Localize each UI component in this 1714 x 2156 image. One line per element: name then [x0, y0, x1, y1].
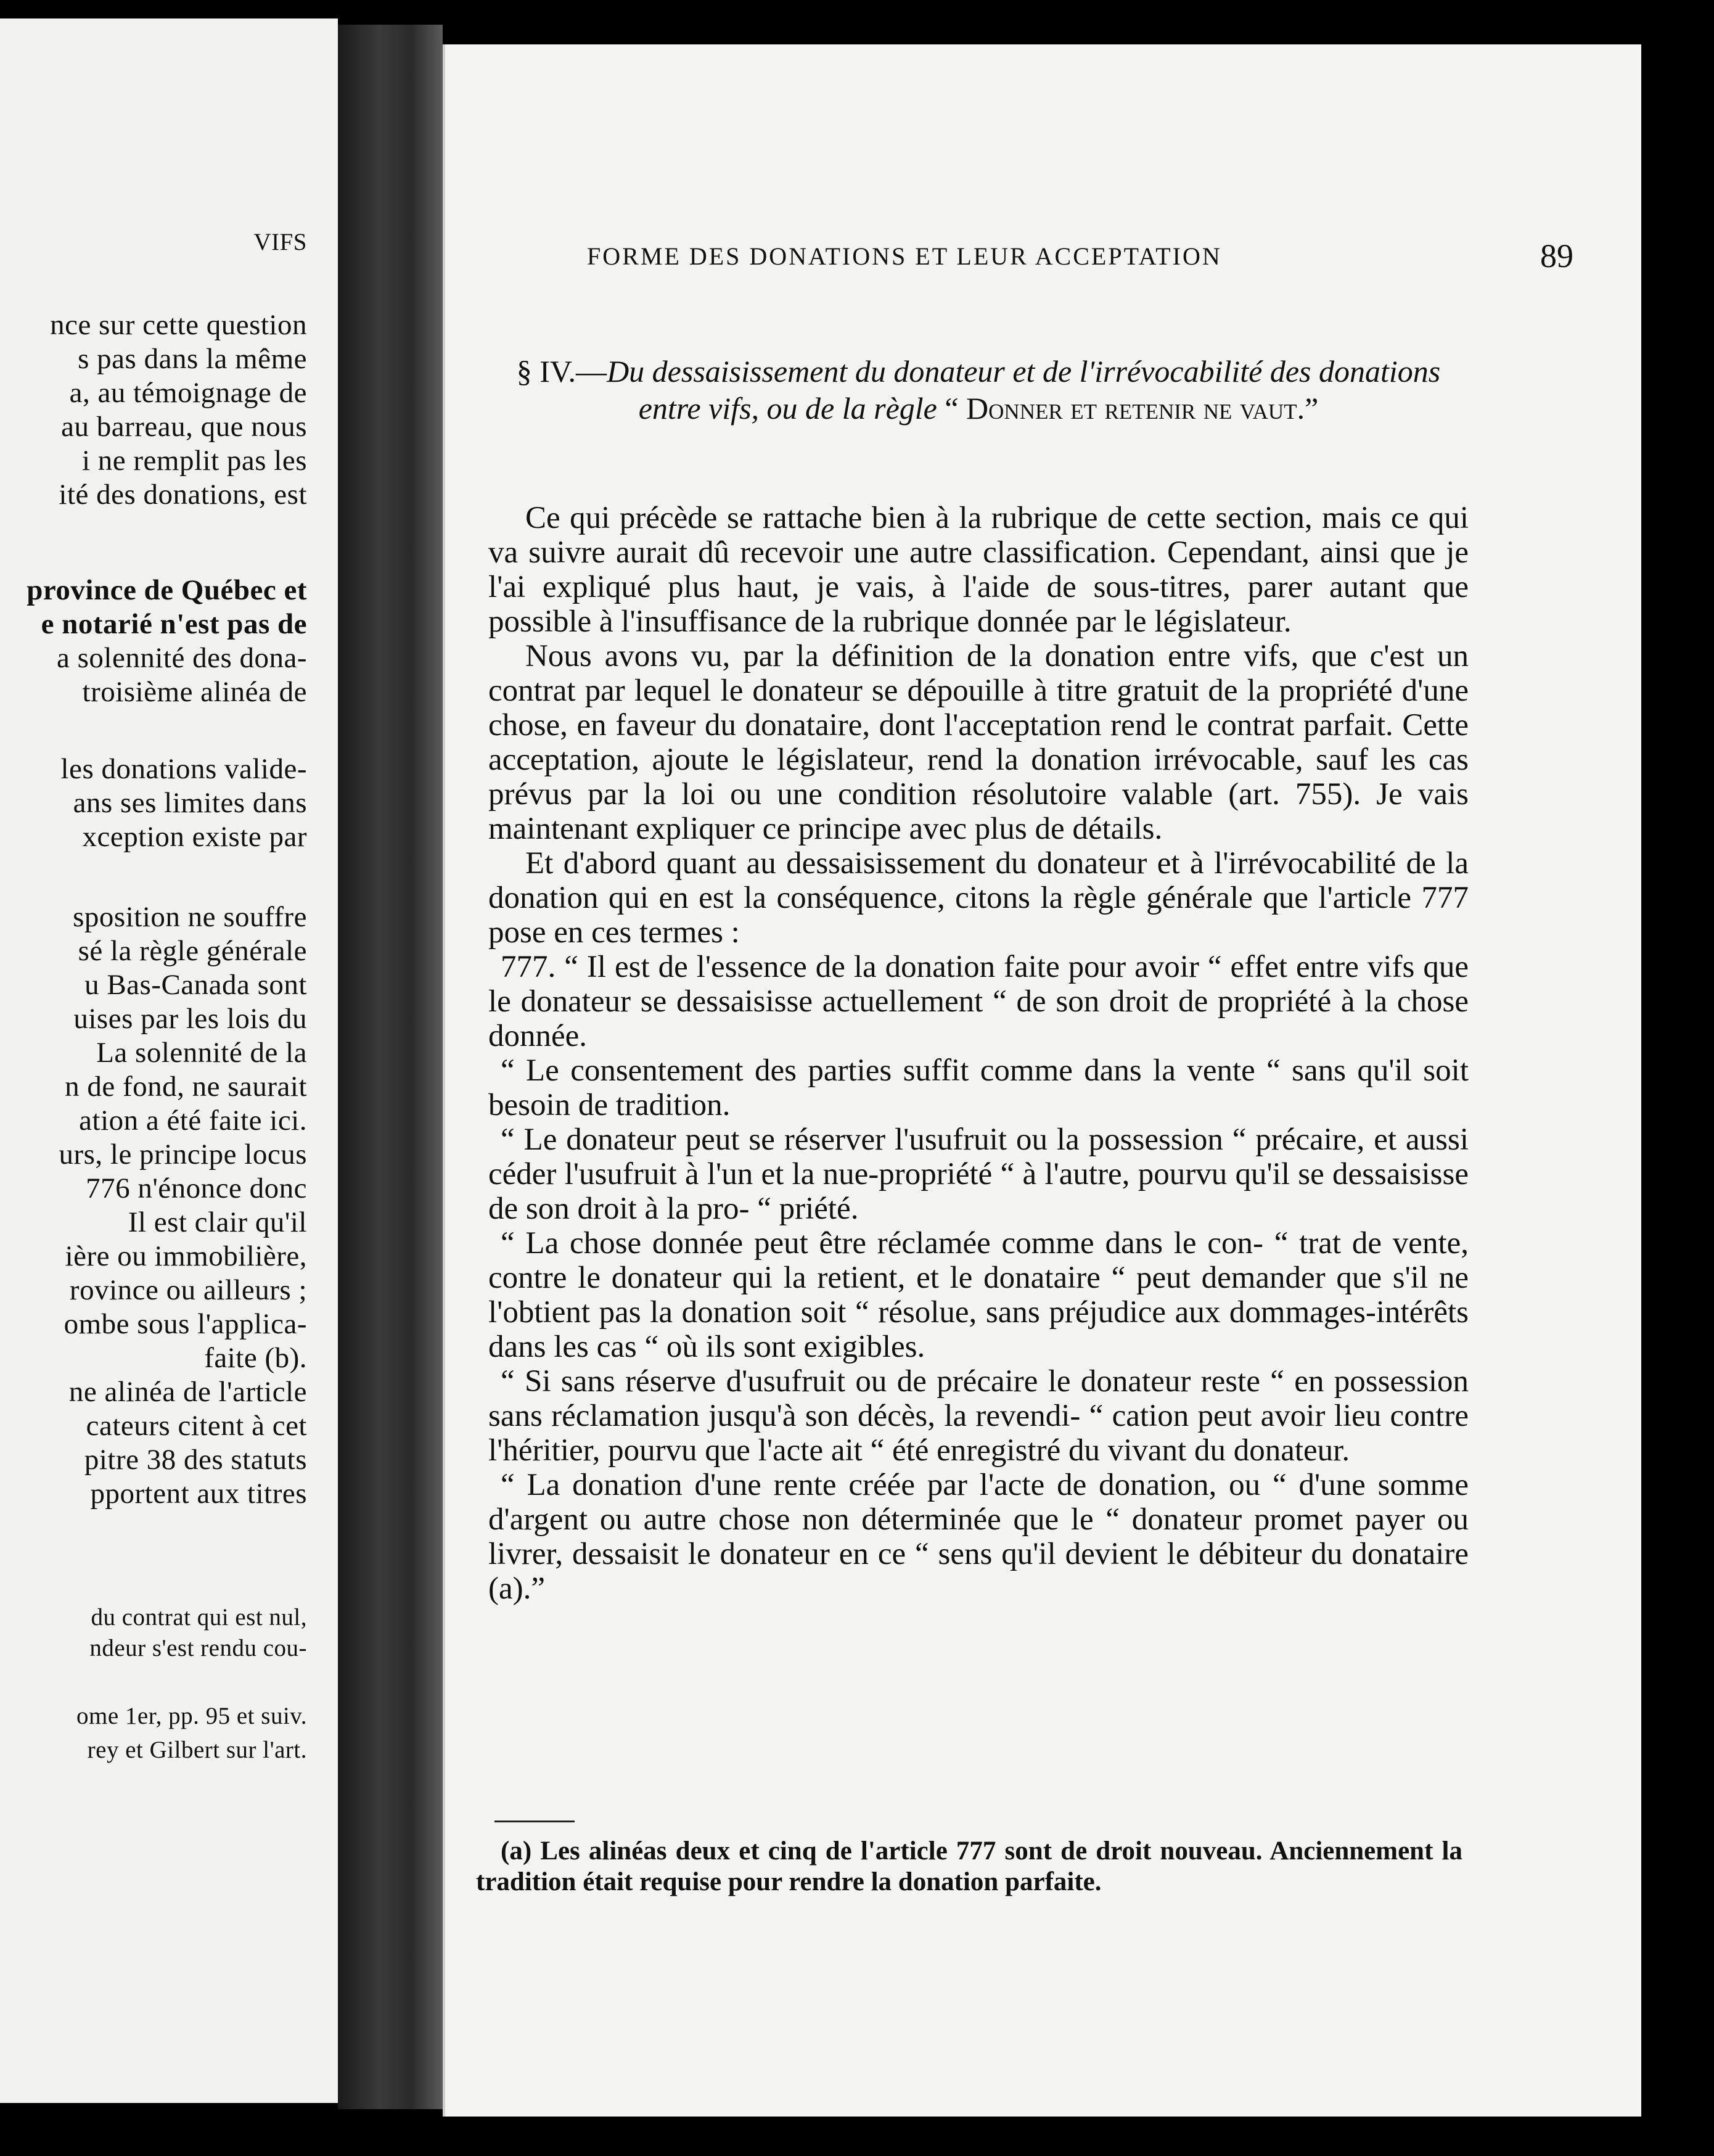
quoted-article: “ Si sans réserve d'usufruit ou de précaire le donateur reste “ en possession sans réclamation jusqu'à son décès, la revendi- “ cation peut avoir lieu contre l'héritier, pourvu que l'acte ait “ été enregistré du vivant du donateur. — [488, 1364, 1469, 1468]
quoted-article: 777. “ Il est de l'essence de la donation faite pour avoir “ effet entre vifs que le donateur se dessaisisse actuellement “ de son droit de propriété à la chose donnée. — [488, 950, 1469, 1053]
left-page-line: ndeur s'est rendu cou- — [89, 1635, 307, 1661]
left-page-line: 776 n'énonce donc — [86, 1172, 307, 1204]
left-page-line: sposition ne souffre — [73, 901, 307, 933]
footnote-rule — [494, 1821, 575, 1822]
section-title — [488, 353, 1469, 427]
left-page-line: rey et Gilbert sur l'art. — [87, 1737, 307, 1763]
left-page-line: province de Québec et — [27, 574, 307, 606]
left-page-line: ans ses limites dans — [73, 787, 307, 819]
left-page-line: ité des donations, est — [59, 479, 307, 511]
left-page — [0, 19, 338, 2103]
left-page-line: du contrat qui est nul, — [91, 1604, 307, 1631]
left-page-line: i ne remplit pas les — [81, 445, 307, 477]
left-page-line: cateurs citent à cet — [86, 1410, 307, 1442]
left-page-line: rovince ou ailleurs ; — [69, 1274, 307, 1306]
section-title-italic: Du dessaisissement du donateur et de l'irrévocabilité des donations entre vifs, ou de la règle — [607, 354, 1441, 426]
page-header — [587, 237, 1573, 280]
left-page-line: e notarié n'est pas de — [41, 608, 307, 640]
left-page-line: uises par les lois du — [73, 1003, 307, 1035]
left-page-line: les donations valide- — [60, 753, 307, 785]
footnote — [476, 1836, 1462, 1898]
left-page-line: La solennité de la — [96, 1037, 307, 1069]
left-page-line: pitre 38 des statuts — [84, 1444, 307, 1476]
left-page-line: urs, le principe locus — [59, 1138, 307, 1171]
left-page-line: a, au témoignage de — [69, 377, 307, 409]
book-gutter — [338, 25, 443, 2109]
footnote-text: (a) Les alinéas deux et cinq de l'article 777 sont de droit nouveau. Anciennement la tradition était requise pour rendre la donation parfaite. — [476, 1837, 1462, 1896]
quoted-article: “ Le donateur peut se réserver l'usufruit ou la possession “ précaire, et aussi céder l'usufruit à l'un et la nue-propriété “ à l'autre, pourvu qu'il se dessaisisse de son droit à la pro- “ priété. — [488, 1122, 1469, 1226]
left-page-line: ation a été faite ici. — [79, 1105, 307, 1137]
left-page-line: VIFS — [253, 229, 307, 255]
left-page-line: nce sur cette question — [50, 309, 307, 341]
left-page-line: faite (b). — [204, 1342, 307, 1374]
left-page-line: xception existe par — [82, 821, 307, 853]
quoted-article: “ Le consentement des parties suffit comme dans la vente “ sans qu'il soit besoin de tradition. — [488, 1053, 1469, 1122]
left-page-line: n de fond, ne saurait — [65, 1071, 307, 1103]
left-page-line: s pas dans la même — [78, 343, 307, 375]
left-page-line: u Bas-Canada sont — [84, 969, 307, 1001]
paragraph: Et d'abord quant au dessaisissement du donateur et à l'irrévocabilité de la donation qui en est la conséquence, citons la règle générale que l'article 777 pose en ces termes : — [488, 846, 1469, 950]
section-title-maxim: “ Donner et retenir ne vaut.” — [945, 391, 1319, 426]
left-page-line: au barreau, que nous — [61, 411, 307, 443]
left-page-line: sé la règle générale — [78, 935, 307, 967]
paragraph: Nous avons vu, par la définition de la donation entre vifs, que c'est un contrat par lequel le donateur se dépouille à titre gratuit de la propriété d'une chose, en faveur du donataire, dont l'acceptation rend le contrat parfait. Cette acceptation, ajoute le législateur, rend la donation irrévocable, sauf les cas prévus par la loi ou une condition résolutoire valable (art. 755). Je vais maintenant expliquer ce principe avec plus de détails. — [488, 639, 1469, 846]
left-page-line: troisième alinéa de — [82, 676, 307, 708]
right-page — [443, 44, 1641, 2117]
page-number: 89 — [1540, 237, 1573, 274]
left-page-line: pportent aux titres — [90, 1478, 307, 1510]
left-page-line: ière ou immobilière, — [65, 1240, 307, 1272]
section-number: § IV.— — [516, 354, 607, 389]
left-page-line: ne alinéa de l'article — [68, 1376, 307, 1408]
left-page-line: ombe sous l'applica- — [64, 1308, 307, 1340]
running-head: FORME DES DONATIONS ET LEUR ACCEPTATION — [587, 242, 1222, 270]
quoted-article: “ La donation d'une rente créée par l'acte de donation, ou “ d'une somme d'argent ou autre chose non déterminée que le “ donateur promet payer ou livrer, dessaisit le donateur en ce “ sens qu'il devient le débiteur du donataire (a).” — [488, 1468, 1469, 1606]
left-page-line: Il est clair qu'il — [128, 1206, 307, 1238]
paragraph: Ce qui précède se rattache bien à la rubrique de cette section, mais ce qui va suivre aurait dû recevoir une autre classification. Cependant, ainsi que je l'ai expliqué plus haut, je vais, à l'aide de sous-titres, parer autant que possible à l'insuffisance de la rubrique donnée par le législateur. — [488, 501, 1469, 639]
quoted-article: “ La chose donnée peut être réclamée comme dans le con- “ trat de vente, contre le donateur qui la retient, et le donataire “ peut demander que s'il ne l'obtient pas la donation soit “ résolue, sans préjudice aux dommages-intérêts dans les cas “ où ils sont exigibles. — [488, 1226, 1469, 1364]
left-page-line: ome 1er, pp. 95 et suiv. — [76, 1703, 307, 1729]
body-text — [488, 501, 1469, 1606]
left-page-line: a solennité des dona- — [57, 642, 307, 674]
